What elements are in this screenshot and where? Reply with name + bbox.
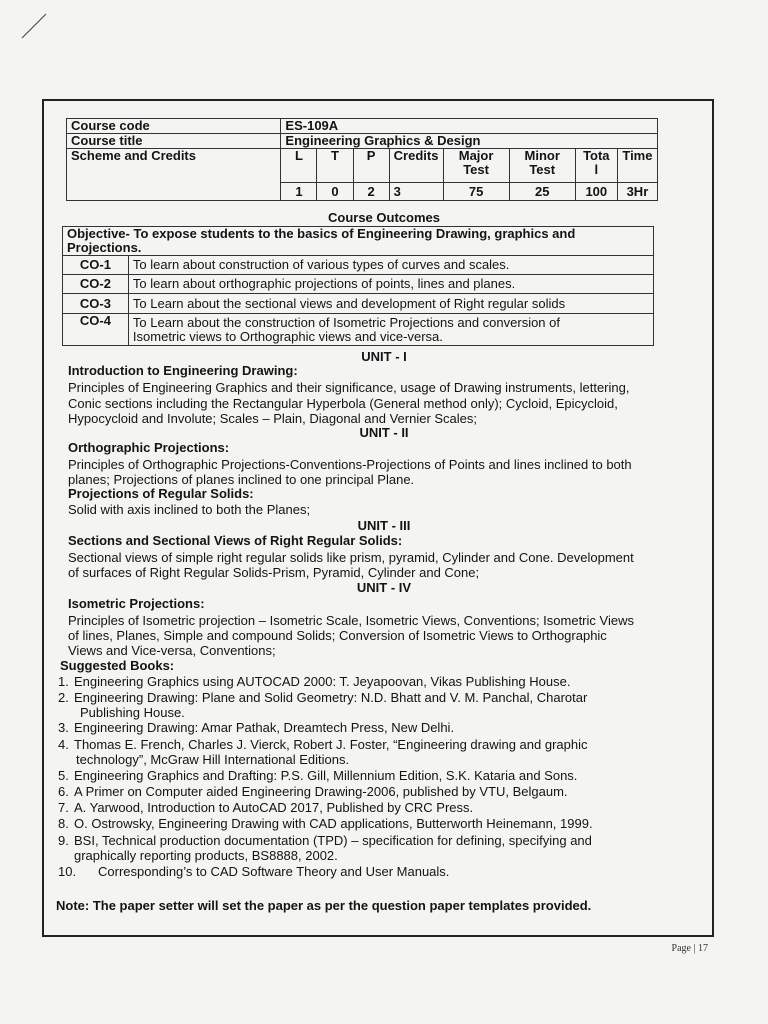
book-item: 7. A. Yarwood, Introduction to AutoCAD 2017, Published by CRC Press. bbox=[58, 800, 474, 815]
course-title-label: Course title bbox=[67, 134, 281, 149]
unit-2-subheading: Projections of Regular Solids: bbox=[68, 486, 254, 501]
unit-4-line: Principles of Isometric projection – Isometric Scale, Isometric Views, Conventions; Isometric Views bbox=[68, 613, 634, 628]
book-item: 8. O. Ostrowsky, Engineering Drawing with CAD applications, Butterworth Heinemann, 1999. bbox=[58, 816, 593, 831]
unit-1-label: UNIT - I bbox=[361, 349, 407, 364]
value-p: 2 bbox=[353, 183, 389, 201]
value-t: 0 bbox=[317, 183, 353, 201]
value-major-test: 75 bbox=[443, 183, 509, 201]
unit-3-line: of surfaces of Right Regular Solids-Prism, Pyramid, Cylinder and Cone; bbox=[68, 565, 480, 580]
book-item: 10. Corresponding’s to CAD Software Theory and User Manuals. bbox=[58, 864, 450, 879]
value-credits: 3 bbox=[389, 183, 443, 201]
book-item: 1. Engineering Graphics using AUTOCAD 2000: T. Jeyapoovan, Vikas Publishing House. bbox=[58, 674, 571, 689]
course-info-table bbox=[66, 118, 658, 201]
unit-4-line: of lines, Planes, Simple and compound Solids; Conversion of Isometric Views to Orthographic bbox=[68, 628, 607, 643]
unit-3-line: Sectional views of simple right regular solids like prism, pyramid, Cylinder and Cone. Development bbox=[68, 550, 634, 565]
unit-2-line: planes; Projections of planes inclined to one principal Plane. bbox=[68, 472, 415, 487]
course-title-value: Engineering Graphics & Design bbox=[281, 134, 658, 149]
objective-text: Objective- To expose students to the basics of Engineering Drawing, graphics and Projections. bbox=[63, 227, 654, 256]
co-code: CO-3 bbox=[63, 294, 129, 314]
page-number: Page | 17 bbox=[671, 943, 708, 954]
book-item: 2. Engineering Drawing: Plane and Solid Geometry: N.D. Bhatt and V. M. Panchal, Charotar Publishing House. bbox=[58, 690, 588, 720]
pen-mark bbox=[20, 10, 50, 40]
unit-2-line: Principles of Orthographic Projections-Conventions-Projections of Points and lines inclined to both bbox=[68, 457, 632, 472]
co-text: To Learn about the sectional views and development of Right regular solids bbox=[128, 294, 653, 314]
book-item: 6. A Primer on Computer aided Engineering Drawing-2006, published by VTU, Belgaum. bbox=[58, 784, 568, 799]
course-code-value: ES-109A bbox=[281, 119, 658, 134]
unit-2-label: UNIT - II bbox=[359, 425, 409, 440]
co-text: To Learn about the construction of Isometric Projections and conversion of Isometric views to Orthographic views and vice-versa. bbox=[128, 314, 653, 346]
header-t: T bbox=[317, 149, 353, 183]
book-item: 4. Thomas E. French, Charles J. Vierck, Robert J. Foster, “Engineering drawing and graphic technology”, McGraw Hill International Editions. bbox=[58, 737, 588, 767]
book-item: 5. Engineering Graphics and Drafting: P.S. Gill, Millennium Edition, S.K. Kataria and Sons. bbox=[58, 768, 578, 783]
course-outcomes-table bbox=[62, 226, 654, 346]
unit-1-line: Principles of Engineering Graphics and their significance, usage of Drawing instruments, lettering, bbox=[68, 380, 630, 395]
unit-4-line: Views and Vice-versa, Conventions; bbox=[68, 643, 276, 658]
course-outcomes-heading: Course Outcomes bbox=[328, 210, 440, 225]
header-major-test: Major Test bbox=[443, 149, 509, 183]
header-p: P bbox=[353, 149, 389, 183]
unit-2-heading: Orthographic Projections: bbox=[68, 440, 230, 455]
note-text: Note: The paper setter will set the paper as per the question paper templates provided. bbox=[56, 898, 592, 913]
value-total: 100 bbox=[575, 183, 617, 201]
header-total: Tota l bbox=[575, 149, 617, 183]
header-minor-test: Minor Test bbox=[509, 149, 575, 183]
co-code: CO-4 bbox=[63, 314, 129, 346]
unit-2-line: Solid with axis inclined to both the Planes; bbox=[68, 502, 311, 517]
unit-4-heading: Isometric Projections: bbox=[68, 596, 205, 611]
unit-1-line: Hypocycloid and Involute; Scales – Plain, Diagonal and Vernier Scales; bbox=[68, 411, 478, 426]
books-heading: Suggested Books: bbox=[60, 658, 175, 673]
co-text: To learn about orthographic projections of points, lines and planes. bbox=[128, 275, 653, 294]
unit-1-heading: Introduction to Engineering Drawing: bbox=[68, 363, 298, 378]
unit-4-label: UNIT - IV bbox=[356, 580, 412, 595]
book-item: 9. BSI, Technical production documentation (TPD) – specification for defining, specifying and graphically reporting products, BS8888, 2002. bbox=[58, 833, 592, 863]
value-l: 1 bbox=[281, 183, 317, 201]
header-time: Time bbox=[617, 149, 657, 183]
header-credits: Credits bbox=[389, 149, 443, 183]
value-time: 3Hr bbox=[617, 183, 657, 201]
co-code: CO-1 bbox=[63, 256, 129, 275]
unit-3-label: UNIT - III bbox=[357, 518, 411, 533]
unit-1-line: Conic sections including the Rectangular Hyperbola (General method only); Cycloid, Epicycloid, bbox=[68, 396, 618, 411]
scheme-label: Scheme and Credits bbox=[67, 149, 281, 201]
co-code: CO-2 bbox=[63, 275, 129, 294]
value-minor-test: 25 bbox=[509, 183, 575, 201]
book-item: 3. Engineering Drawing: Amar Pathak, Dreamtech Press, New Delhi. bbox=[58, 720, 455, 735]
header-l: L bbox=[281, 149, 317, 183]
unit-3-heading: Sections and Sectional Views of Right Regular Solids: bbox=[68, 533, 403, 548]
co-text: To learn about construction of various types of curves and scales. bbox=[128, 256, 653, 275]
course-code-label: Course code bbox=[67, 119, 281, 134]
